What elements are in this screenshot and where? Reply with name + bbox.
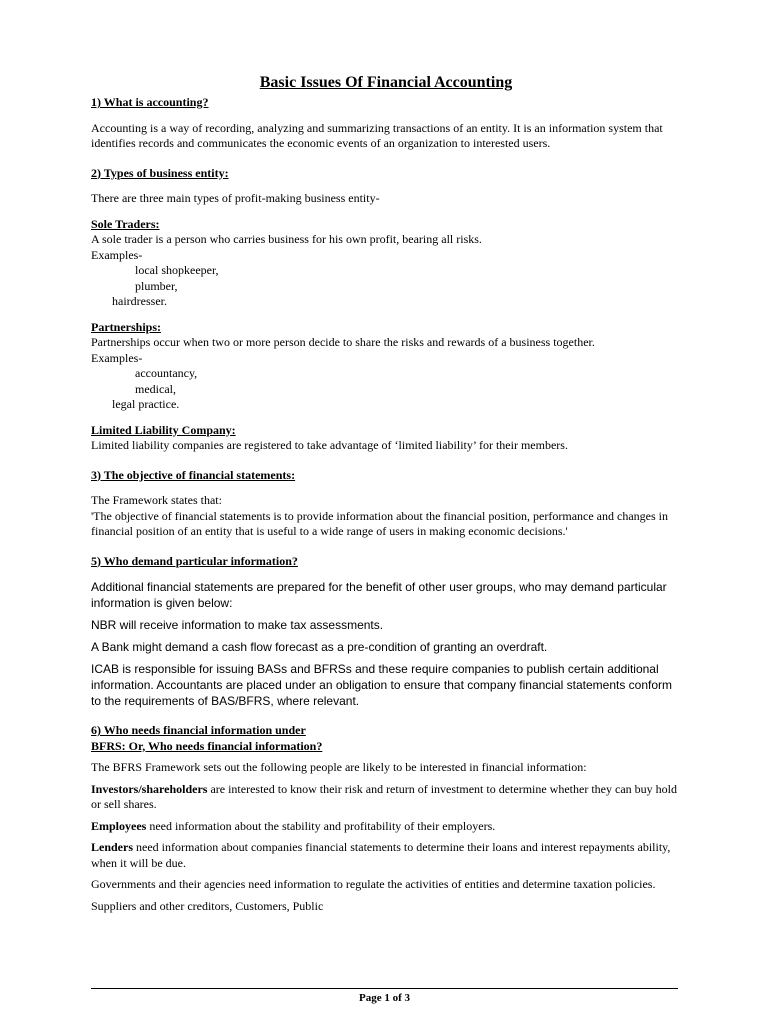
partnerships-example: medical,	[135, 381, 176, 396]
section-3-line: The Framework states that:	[91, 493, 222, 507]
section-5-paragraph: NBR will receive information to make tax assessments.	[91, 618, 384, 632]
lenders-paragraph	[91, 840, 681, 871]
section-5-paragraph: ICAB is responsible for issuing BASs and BFRSs and these require companies to publish certain additional information. Accountants are placed under an obligation to ensure that company financial statements conform to the requirements of BAS/BFRS, where relevant.	[91, 662, 673, 708]
investors-paragraph	[91, 782, 681, 813]
section-6-heading-cont: BFRS: Or, Who needs financial information?	[91, 738, 323, 753]
lenders-text: need information about companies financial statements to determine their loans and interest repayments ability, when it will be due.	[91, 840, 671, 870]
section-5-heading: 5) Who demand particular information?	[91, 553, 298, 568]
section-1-text: Accounting is a way of recording, analyzing and summarizing transactions of an entity. It is an information system that identifies records and communicates the economic events of an organization to interested users.	[91, 120, 663, 150]
footer-divider	[91, 988, 678, 989]
section-6-intro: The BFRS Framework sets out the following people are likely to be interested in financial information:	[91, 760, 587, 774]
employees-text: need information about the stability and profitability of their employers.	[146, 818, 496, 833]
section-3-heading: 3) The objective of financial statements:	[91, 467, 296, 482]
section-1-heading: 1) What is accounting?	[91, 95, 209, 109]
llc-heading: Limited Liability Company:	[91, 422, 236, 437]
others-paragraph: Suppliers and other creditors, Customers, Public	[91, 898, 324, 913]
section-3-quote: 'The objective of financial statements is to provide information about the financial position, performance and changes in financial position of an entity that is useful to a wide range of users in making economic decisions.'	[91, 508, 668, 538]
employees-paragraph	[91, 819, 681, 835]
partnerships-examples-label: Examples-	[91, 350, 143, 365]
section-5-paragraph: Additional financial statements are prepared for the benefit of other user groups, who may demand particular information is given below:	[91, 580, 667, 610]
sole-traders-example: plumber,	[135, 278, 178, 293]
partnerships-text: Partnerships occur when two or more person decide to share the risks and rewards of a business together.	[91, 335, 595, 349]
sole-traders-example: hairdresser.	[112, 294, 167, 308]
llc-text: Limited liability companies are registered to take advantage of ‘limited liability’ for their members.	[91, 438, 568, 452]
investors-label: Investors/shareholders	[91, 781, 208, 796]
document-title: Basic Issues Of Financial Accounting	[259, 74, 513, 91]
lenders-label: Lenders	[91, 840, 133, 854]
partnerships-example: accountancy,	[135, 366, 198, 380]
sole-traders-example: local shopkeeper,	[135, 263, 219, 277]
partnerships-example: legal practice.	[112, 397, 180, 411]
investors-text: are interested to know their risk and return of investment to determine whether they can buy hold or sell shares.	[91, 781, 677, 811]
section-2-intro: There are three main types of profit-making business entity-	[91, 191, 380, 205]
employees-label: Employees	[91, 818, 147, 833]
sole-traders-examples-label: Examples-	[91, 247, 143, 262]
sole-traders-heading: Sole Traders:	[91, 216, 160, 231]
section-2-heading: 2) Types of business entity:	[91, 165, 229, 180]
sole-traders-text: A sole trader is a person who carries business for his own profit, bearing all risks.	[91, 232, 482, 246]
document-page	[91, 73, 681, 914]
page-number: Page 1 of 3	[358, 992, 410, 1004]
section-6-heading: 6) Who needs financial information under	[91, 723, 306, 737]
governments-paragraph: Governments and their agencies need information to regulate the activities of entities and determine taxation policies.	[91, 877, 656, 891]
section-5-paragraph: A Bank might demand a cash flow forecast as a pre-condition of granting an overdraft.	[91, 640, 548, 654]
partnerships-heading: Partnerships:	[91, 319, 161, 334]
